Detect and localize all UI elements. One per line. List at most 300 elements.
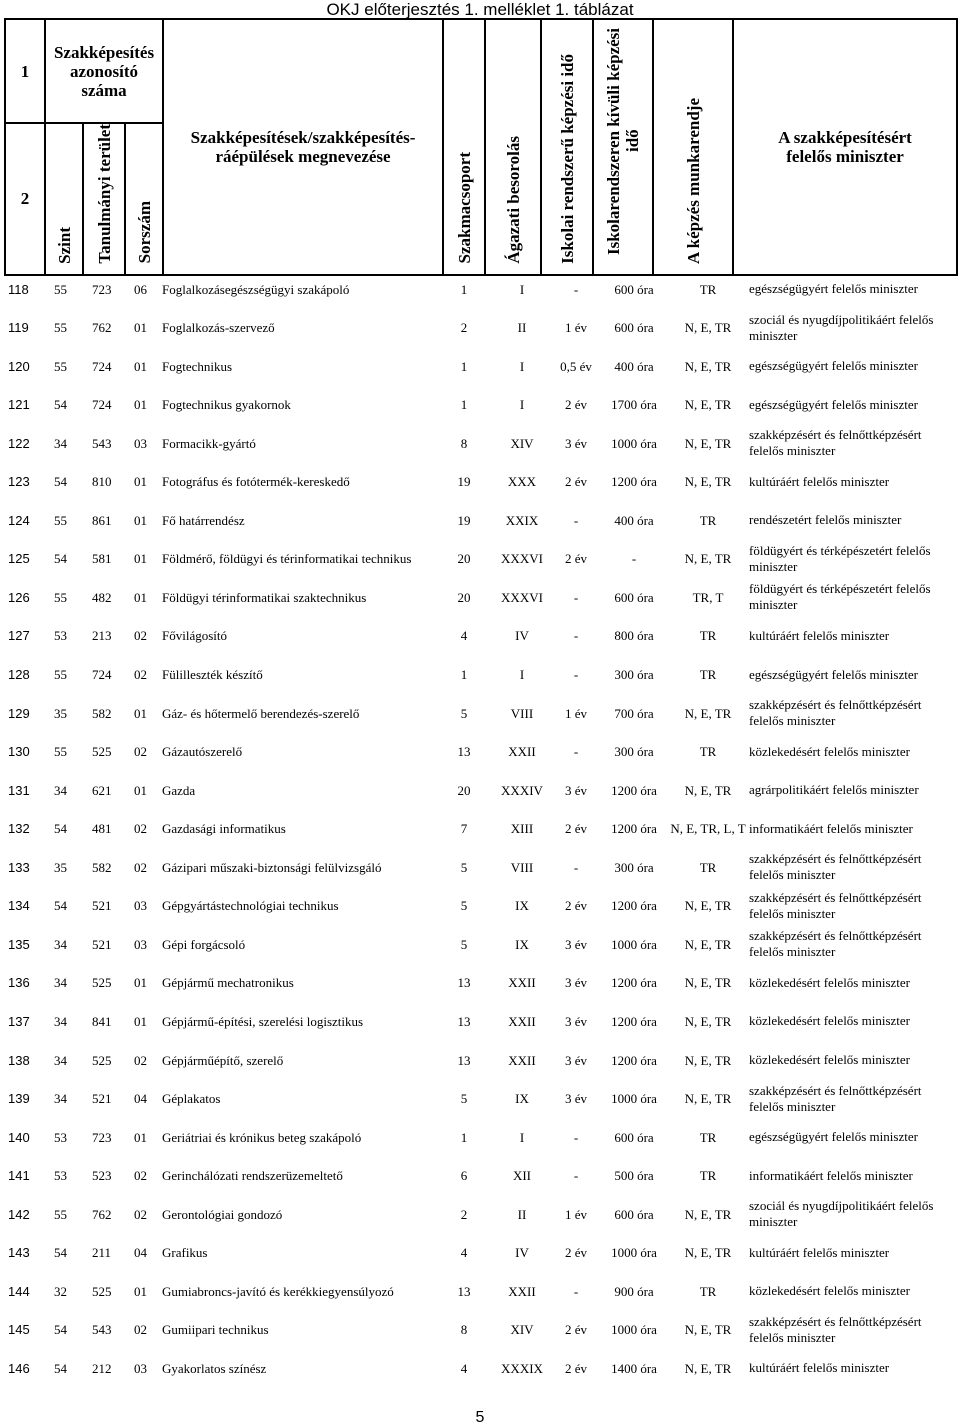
cell-qualification-name: Földügyi térinformatikai szaktechnikus: [162, 589, 367, 605]
cell-qualification-name: Grafikus: [162, 1245, 208, 1261]
header-szakmacsoport: Szakmacsoport: [454, 152, 474, 264]
cell-qualification-name: Gázipari műszaki-biztonsági felülvizsgáló: [162, 859, 382, 875]
cell-szakmacsoport: 4: [460, 1245, 468, 1261]
cell-iskolarendszeren-kivuli-ido: 300 óra: [614, 667, 654, 682]
cell-sorszam: 01: [134, 512, 147, 528]
cell-tanulmanyi-terulet: 621: [92, 782, 112, 798]
cell-szint: 34: [54, 1013, 67, 1029]
table-row: [4, 1311, 956, 1349]
cell-munkarend: N, E, TR: [684, 936, 732, 952]
cell-sorszam: 03: [134, 898, 147, 914]
cell-tanulmanyi-terulet: 525: [92, 975, 112, 991]
table-row: [4, 578, 956, 616]
cell-iskolarendszeren-kivuli-ido: 400 óra: [614, 512, 654, 528]
header-iskolai-kepzesi-ido: Iskolai rendszerű képzési idő: [557, 53, 577, 264]
table-row: [4, 1349, 956, 1387]
cell-munkarend: N, E, TR: [684, 898, 732, 914]
cell-szakmacsoport: 20: [457, 782, 471, 798]
cell-responsible-minister: szakképzésért és felnőttképzésért felelős miniszter: [749, 851, 922, 883]
cell-szakmacsoport: 5: [460, 898, 468, 914]
cell-sorszam: 03: [134, 435, 147, 451]
cell-tanulmanyi-terulet: 723: [92, 281, 112, 297]
cell-row-number: 145: [8, 1322, 30, 1338]
cell-agazati-besorolas: XXIX: [505, 512, 539, 528]
cell-sorszam: 01: [134, 705, 147, 721]
cell-agazati-besorolas: II: [517, 320, 527, 336]
cell-sorszam: 01: [134, 782, 147, 798]
cell-szint: 55: [54, 281, 67, 297]
cell-szint: 53: [54, 628, 67, 644]
cell-szakmacsoport: 1: [460, 358, 468, 374]
cell-szint: 55: [54, 744, 67, 760]
cell-row-number: 144: [8, 1283, 30, 1299]
cell-qualification-name: Gazda: [162, 782, 196, 798]
cell-responsible-minister: informatikáért felelős miniszter: [749, 1167, 913, 1183]
cell-qualification-name: Gázautószerelő: [162, 744, 243, 760]
cell-iskolarendszeren-kivuli-ido: 1000 óra: [611, 936, 657, 952]
cell-iskolai-ido: 2 év: [564, 1360, 588, 1376]
cell-row-number: 127: [8, 628, 30, 644]
cell-szint: 54: [54, 397, 67, 413]
cell-sorszam: 02: [134, 1206, 147, 1222]
cell-agazati-besorolas: XXII: [508, 1013, 536, 1029]
cell-row-number: 136: [8, 975, 30, 991]
cell-row-number: 122: [8, 435, 30, 451]
header-iskolarendszeren-kivuli-ido: Iskolarendszeren kívüli képzési idő: [604, 27, 643, 255]
cell-szint: 54: [54, 474, 67, 490]
cell-iskolai-ido: 2 év: [564, 1245, 588, 1261]
cell-responsible-minister: egészségügyért felelős miniszter: [749, 281, 918, 296]
cell-iskolai-ido: 2 év: [564, 898, 588, 914]
cell-szint: 34: [54, 782, 67, 798]
cell-munkarend: TR: [699, 1129, 717, 1145]
cell-responsible-minister: szakképzésért és felnőttképzésért felelős miniszter: [749, 697, 922, 729]
cell-responsible-minister: agrárpolitikáért felelős miniszter: [749, 782, 919, 798]
cell-szint: 54: [54, 821, 67, 837]
cell-szint: 34: [54, 1052, 67, 1068]
table-row: [4, 771, 956, 809]
cell-agazati-besorolas: XIII: [510, 821, 534, 837]
cell-iskolai-ido: 2 év: [564, 1322, 588, 1338]
cell-iskolarendszeren-kivuli-ido: 1200 óra: [611, 782, 657, 798]
cell-agazati-besorolas: XXXIX: [501, 1360, 543, 1376]
cell-iskolai-ido: -: [573, 512, 579, 528]
header-agazati-besorolas: Ágazati besorolás: [503, 135, 523, 264]
cell-responsible-minister: szociál és nyugdíjpolitikáért felelős miniszter: [749, 1198, 934, 1230]
cell-szakmacsoport: 2: [460, 320, 468, 336]
cell-iskolai-ido: 2 év: [564, 551, 588, 567]
cell-iskolarendszeren-kivuli-ido: 1200 óra: [611, 821, 657, 837]
cell-tanulmanyi-terulet: 582: [92, 859, 112, 875]
cell-qualification-name: Gépgyártástechnológiai technikus: [162, 898, 339, 914]
cell-munkarend: TR, T: [692, 589, 724, 605]
cell-sorszam: 01: [134, 474, 147, 490]
cell-agazati-besorolas: I: [519, 397, 525, 413]
table-body: [4, 270, 956, 1388]
cell-munkarend: N, E, TR: [684, 1091, 732, 1107]
cell-szint: 55: [54, 589, 67, 605]
cell-agazati-besorolas: VIII: [510, 705, 534, 721]
cell-munkarend: N, E, TR: [684, 474, 732, 490]
cell-responsible-minister: szakképzésért és felnőttképzésért felelős miniszter: [749, 1082, 922, 1114]
cell-szakmacsoport: 1: [460, 1129, 468, 1145]
cell-szint: 54: [54, 1245, 67, 1261]
cell-tanulmanyi-terulet: 582: [92, 705, 112, 721]
cell-sorszam: 01: [134, 975, 147, 991]
cell-sorszam: 01: [134, 1129, 147, 1145]
cell-iskolai-ido: -: [573, 1168, 579, 1184]
cell-sorszam: 03: [134, 1360, 147, 1376]
cell-responsible-minister: közlekedésért felelős miniszter: [749, 974, 910, 990]
cell-iskolarendszeren-kivuli-ido: 600 óra: [614, 589, 654, 605]
cell-qualification-name: Gépjárműépítő, szerelő: [162, 1052, 284, 1068]
cell-szakmacsoport: 4: [460, 1360, 468, 1376]
cell-row-number: 142: [8, 1206, 30, 1222]
cell-responsible-minister: közlekedésért felelős miniszter: [749, 743, 910, 759]
cell-row-number: 126: [8, 589, 30, 605]
cell-tanulmanyi-terulet: 525: [92, 1283, 112, 1299]
cell-responsible-minister: egészségügyért felelős miniszter: [749, 1129, 918, 1145]
cell-agazati-besorolas: XXX: [507, 474, 537, 490]
table-row: [4, 540, 956, 578]
cell-agazati-besorolas: XIV: [510, 1322, 534, 1338]
cell-row-number: 139: [8, 1091, 30, 1107]
cell-tanulmanyi-terulet: 543: [92, 435, 112, 451]
cell-iskolarendszeren-kivuli-ido: 1000 óra: [611, 1091, 657, 1107]
table-row: [4, 1195, 956, 1233]
cell-row-number: 141: [8, 1168, 30, 1184]
cell-tanulmanyi-terulet: 481: [92, 821, 112, 837]
table-row: [4, 733, 956, 771]
cell-sorszam: 02: [134, 821, 147, 837]
cell-szint: 55: [54, 512, 67, 528]
table-row: [4, 463, 956, 501]
cell-sorszam: 01: [134, 1283, 147, 1299]
cell-iskolarendszeren-kivuli-ido: 1200 óra: [611, 898, 657, 914]
cell-szakmacsoport: 5: [460, 705, 468, 721]
cell-iskolai-ido: 2 év: [564, 397, 588, 413]
header-szint: Szint: [54, 226, 74, 264]
cell-agazati-besorolas: I: [519, 667, 525, 682]
table-row: [4, 424, 956, 462]
cell-qualification-name: Gépjármű-építési, szerelési logisztikus: [162, 1013, 364, 1029]
cell-iskolarendszeren-kivuli-ido: 1200 óra: [611, 975, 657, 991]
cell-szakmacsoport: 1: [460, 397, 468, 413]
cell-szakmacsoport: 13: [457, 1052, 471, 1068]
cell-tanulmanyi-terulet: 521: [92, 1091, 112, 1107]
cell-iskolarendszeren-kivuli-ido: 300 óra: [614, 859, 654, 875]
cell-qualification-name: Gazdasági informatikus: [162, 821, 286, 837]
cell-agazati-besorolas: IV: [515, 1245, 529, 1261]
cell-responsible-minister: szociál és nyugdíjpolitikáért felelős miniszter: [749, 311, 934, 343]
cell-row-number: 143: [8, 1245, 30, 1261]
cell-agazati-besorolas: IV: [515, 628, 529, 644]
cell-agazati-besorolas: VIII: [510, 859, 534, 875]
cell-qualification-name: Gumiipari technikus: [162, 1322, 269, 1338]
table-row: [4, 309, 956, 347]
cell-munkarend: TR: [699, 1283, 717, 1299]
cell-row-number: 119: [8, 320, 29, 336]
cell-szakmacsoport: 4: [460, 628, 468, 644]
cell-agazati-besorolas: IX: [515, 898, 529, 914]
header-qualification-id: Szakképesítés azonosító száma: [45, 19, 163, 123]
cell-agazati-besorolas: XXXVI: [501, 551, 543, 567]
cell-munkarend: N, E, TR: [684, 1360, 732, 1376]
cell-row-number: 128: [8, 667, 30, 682]
cell-szint: 55: [54, 667, 67, 682]
cell-iskolarendszeren-kivuli-ido: 600 óra: [614, 1129, 654, 1145]
cell-row-number: 118: [8, 281, 29, 297]
table-row: [4, 347, 956, 385]
cell-iskolai-ido: -: [573, 1129, 579, 1145]
page-title: OKJ előterjesztés 1. melléklet 1. táblázat: [326, 0, 634, 19]
cell-sorszam: 01: [134, 589, 147, 605]
cell-iskolai-ido: 3 év: [564, 1052, 588, 1068]
header-tanulmanyi-terulet: Tanulmányi terület: [94, 124, 114, 264]
cell-sorszam: 02: [134, 859, 147, 875]
cell-iskolai-ido: -: [573, 859, 579, 875]
cell-responsible-minister: földügyért és térképészetért felelős miniszter: [749, 542, 931, 574]
cell-sorszam: 02: [134, 1168, 147, 1184]
cell-agazati-besorolas: XXII: [508, 744, 536, 760]
cell-responsible-minister: szakképzésért és felnőttképzésért felelős miniszter: [749, 427, 922, 459]
cell-row-number: 130: [8, 744, 30, 760]
cell-iskolai-ido: 0,5 év: [560, 358, 592, 374]
cell-row-number: 137: [8, 1013, 30, 1029]
cell-tanulmanyi-terulet: 212: [92, 1360, 112, 1376]
cell-qualification-name: Geriátriai és krónikus beteg szakápoló: [162, 1129, 362, 1145]
cell-qualification-name: Gerinchálózati rendszerüzemeltető: [162, 1168, 343, 1184]
cell-szakmacsoport: 6: [460, 1168, 468, 1184]
cell-munkarend: N, E, TR: [684, 435, 732, 451]
cell-munkarend: N, E, TR: [684, 358, 732, 374]
cell-agazati-besorolas: I: [519, 281, 525, 297]
cell-iskolai-ido: -: [573, 628, 579, 644]
cell-sorszam: 01: [134, 551, 147, 567]
cell-munkarend: N, E, TR: [684, 705, 732, 721]
header-row-number-1: 1: [5, 19, 45, 123]
cell-responsible-minister: rendészetért felelős miniszter: [749, 512, 902, 528]
cell-iskolarendszeren-kivuli-ido: 400 óra: [614, 358, 654, 374]
table-row: [4, 270, 956, 308]
cell-iskolai-ido: 3 év: [564, 975, 588, 991]
cell-row-number: 131: [8, 782, 30, 798]
cell-szakmacsoport: 13: [457, 1013, 471, 1029]
cell-iskolarendszeren-kivuli-ido: 1400 óra: [611, 1360, 657, 1376]
cell-qualification-name: Fogtechnikus: [162, 358, 233, 374]
cell-iskolarendszeren-kivuli-ido: 600 óra: [614, 1206, 654, 1222]
cell-iskolarendszeren-kivuli-ido: 300 óra: [614, 744, 654, 760]
cell-qualification-name: Formacikk-gyártó: [162, 435, 256, 451]
cell-tanulmanyi-terulet: 543: [92, 1322, 112, 1338]
cell-iskolai-ido: 2 év: [564, 821, 588, 837]
cell-row-number: 121: [8, 397, 30, 413]
table-row: [4, 887, 956, 925]
cell-iskolarendszeren-kivuli-ido: 1000 óra: [611, 1322, 657, 1338]
cell-szint: 34: [54, 435, 67, 451]
cell-szakmacsoport: 13: [457, 744, 471, 760]
cell-agazati-besorolas: XXII: [508, 1283, 536, 1299]
cell-tanulmanyi-terulet: 724: [92, 358, 112, 374]
table-row: [4, 925, 956, 963]
cell-szakmacsoport: 7: [460, 821, 468, 837]
cell-munkarend: TR: [699, 281, 717, 297]
cell-responsible-minister: informatikáért felelős miniszter: [749, 820, 913, 836]
cell-szint: 34: [54, 1091, 67, 1107]
cell-agazati-besorolas: II: [517, 1206, 527, 1222]
cell-szint: 34: [54, 936, 67, 952]
cell-row-number: 125: [8, 551, 30, 567]
table-row: [4, 386, 956, 424]
cell-szakmacsoport: 8: [460, 435, 468, 451]
cell-munkarend: N, E, TR: [684, 1052, 732, 1068]
cell-szint: 32: [54, 1283, 67, 1299]
table-row: [4, 1041, 956, 1079]
cell-qualification-name: Fotográfus és fotótermék-kereskedő: [162, 474, 350, 490]
cell-munkarend: N, E, TR: [684, 782, 732, 798]
table-row: [4, 694, 956, 732]
cell-iskolai-ido: -: [573, 744, 579, 760]
table-row: [4, 1157, 956, 1195]
cell-responsible-minister: közlekedésért felelős miniszter: [749, 1013, 910, 1029]
cell-sorszam: 02: [134, 628, 147, 644]
cell-responsible-minister: egészségügyért felelős miniszter: [749, 666, 918, 682]
cell-sorszam: 02: [134, 1322, 147, 1338]
table-row: [4, 1272, 956, 1310]
cell-row-number: 134: [8, 898, 30, 914]
cell-iskolai-ido: 3 év: [564, 1013, 588, 1029]
cell-munkarend: N, E, TR, L, T: [670, 821, 746, 837]
cell-responsible-minister: kultúráért felelős miniszter: [749, 627, 890, 643]
cell-szint: 34: [54, 975, 67, 991]
cell-responsible-minister: egészségügyért felelős miniszter: [749, 396, 918, 412]
cell-responsible-minister: kultúráért felelős miniszter: [749, 1244, 890, 1260]
cell-szakmacsoport: 8: [460, 1322, 468, 1338]
cell-iskolarendszeren-kivuli-ido: 900 óra: [614, 1283, 654, 1299]
cell-tanulmanyi-terulet: 762: [92, 1206, 112, 1222]
cell-tanulmanyi-terulet: 810: [92, 474, 112, 490]
table-row: [4, 1118, 956, 1156]
cell-row-number: 133: [8, 859, 30, 875]
cell-tanulmanyi-terulet: 521: [92, 936, 112, 952]
table-row: [4, 964, 956, 1002]
cell-iskolarendszeren-kivuli-ido: 500 óra: [614, 1168, 654, 1184]
cell-row-number: 138: [8, 1052, 30, 1068]
cell-iskolai-ido: 3 év: [564, 936, 588, 952]
table-row: [4, 1234, 956, 1272]
table-row: [4, 1002, 956, 1040]
cell-munkarend: N, E, TR: [684, 1245, 732, 1261]
cell-iskolarendszeren-kivuli-ido: 700 óra: [614, 705, 654, 721]
cell-responsible-minister: szakképzésért és felnőttképzésért felelős miniszter: [749, 1313, 922, 1345]
cell-munkarend: N, E, TR: [684, 975, 732, 991]
cell-szint: 53: [54, 1129, 67, 1145]
cell-tanulmanyi-terulet: 762: [92, 320, 112, 336]
cell-iskolai-ido: 1 év: [564, 705, 588, 721]
cell-szint: 35: [54, 859, 67, 875]
cell-tanulmanyi-terulet: 482: [92, 589, 112, 605]
cell-qualification-name: Géplakatos: [162, 1091, 221, 1107]
cell-row-number: 129: [8, 705, 30, 721]
cell-sorszam: 02: [134, 1052, 147, 1068]
cell-tanulmanyi-terulet: 211: [92, 1245, 112, 1261]
cell-row-number: 124: [8, 512, 30, 528]
cell-qualification-name: Fülilleszték készítő: [162, 667, 263, 682]
cell-agazati-besorolas: IX: [515, 1091, 529, 1107]
cell-munkarend: TR: [699, 628, 717, 644]
cell-szakmacsoport: 1: [460, 281, 468, 297]
header-row-number-2: 2: [5, 123, 45, 275]
cell-sorszam: 02: [134, 744, 147, 760]
cell-sorszam: 01: [134, 397, 147, 413]
cell-szakmacsoport: 19: [457, 512, 471, 528]
cell-sorszam: 01: [134, 1013, 147, 1029]
cell-responsible-minister: szakképzésért és felnőttképzésért felelős miniszter: [749, 889, 922, 921]
cell-tanulmanyi-terulet: 861: [92, 512, 112, 528]
cell-row-number: 140: [8, 1129, 30, 1145]
cell-responsible-minister: közlekedésért felelős miniszter: [749, 1283, 910, 1299]
cell-qualification-name: Gyakorlatos színész: [162, 1360, 267, 1376]
cell-qualification-name: Foglalkozásegészségügyi szakápoló: [162, 281, 350, 297]
cell-munkarend: TR: [699, 859, 717, 875]
cell-sorszam: 01: [134, 320, 147, 336]
cell-qualification-name: Fővilágosító: [162, 628, 228, 644]
table-row: [4, 810, 956, 848]
cell-szakmacsoport: 2: [460, 1206, 468, 1222]
cell-row-number: 135: [8, 936, 30, 952]
cell-iskolarendszeren-kivuli-ido: 800 óra: [614, 628, 654, 644]
cell-szakmacsoport: 19: [457, 474, 471, 490]
table-row: [4, 1080, 956, 1118]
cell-agazati-besorolas: I: [519, 1129, 525, 1145]
cell-responsible-minister: kultúráért felelős miniszter: [749, 1360, 890, 1376]
cell-iskolai-ido: 3 év: [564, 435, 588, 451]
cell-qualification-name: Fogtechnikus gyakornok: [162, 397, 291, 413]
cell-agazati-besorolas: XII: [512, 1168, 532, 1184]
cell-munkarend: N, E, TR: [684, 320, 732, 336]
cell-row-number: 146: [8, 1360, 30, 1376]
cell-agazati-besorolas: XXXIV: [501, 782, 543, 798]
cell-munkarend: N, E, TR: [684, 1206, 732, 1222]
cell-responsible-minister: szakképzésért és felnőttképzésért felelős miniszter: [749, 928, 922, 960]
cell-szakmacsoport: 20: [457, 589, 471, 605]
cell-szakmacsoport: 5: [460, 859, 468, 875]
cell-responsible-minister: kultúráért felelős miniszter: [749, 473, 890, 489]
cell-iskolai-ido: 2 év: [564, 474, 588, 490]
cell-munkarend: TR: [699, 512, 717, 528]
cell-iskolai-ido: 3 év: [564, 782, 588, 798]
header-sorszam: Sorszám: [134, 201, 154, 264]
cell-munkarend: N, E, TR: [684, 397, 732, 413]
cell-iskolai-ido: -: [573, 667, 579, 682]
cell-responsible-minister: közlekedésért felelős miniszter: [749, 1052, 910, 1067]
cell-qualification-name: Földmérő, földügyi és térinformatikai technikus: [162, 551, 412, 567]
cell-iskolarendszeren-kivuli-ido: -: [631, 551, 637, 567]
cell-szint: 54: [54, 1360, 67, 1376]
cell-tanulmanyi-terulet: 723: [92, 1129, 112, 1145]
cell-qualification-name: Foglalkozás-szervező: [162, 320, 275, 336]
cell-tanulmanyi-terulet: 724: [92, 667, 112, 682]
cell-agazati-besorolas: XIV: [510, 435, 534, 451]
cell-tanulmanyi-terulet: 521: [92, 898, 112, 914]
cell-iskolarendszeren-kivuli-ido: 1200 óra: [611, 1013, 657, 1029]
cell-iskolai-ido: -: [573, 589, 579, 605]
cell-iskolarendszeren-kivuli-ido: 1700 óra: [611, 397, 657, 413]
cell-tanulmanyi-terulet: 525: [92, 744, 112, 760]
page-number: 5: [475, 1409, 485, 1426]
cell-iskolarendszeren-kivuli-ido: 1200 óra: [611, 474, 657, 490]
cell-tanulmanyi-terulet: 213: [92, 628, 112, 644]
